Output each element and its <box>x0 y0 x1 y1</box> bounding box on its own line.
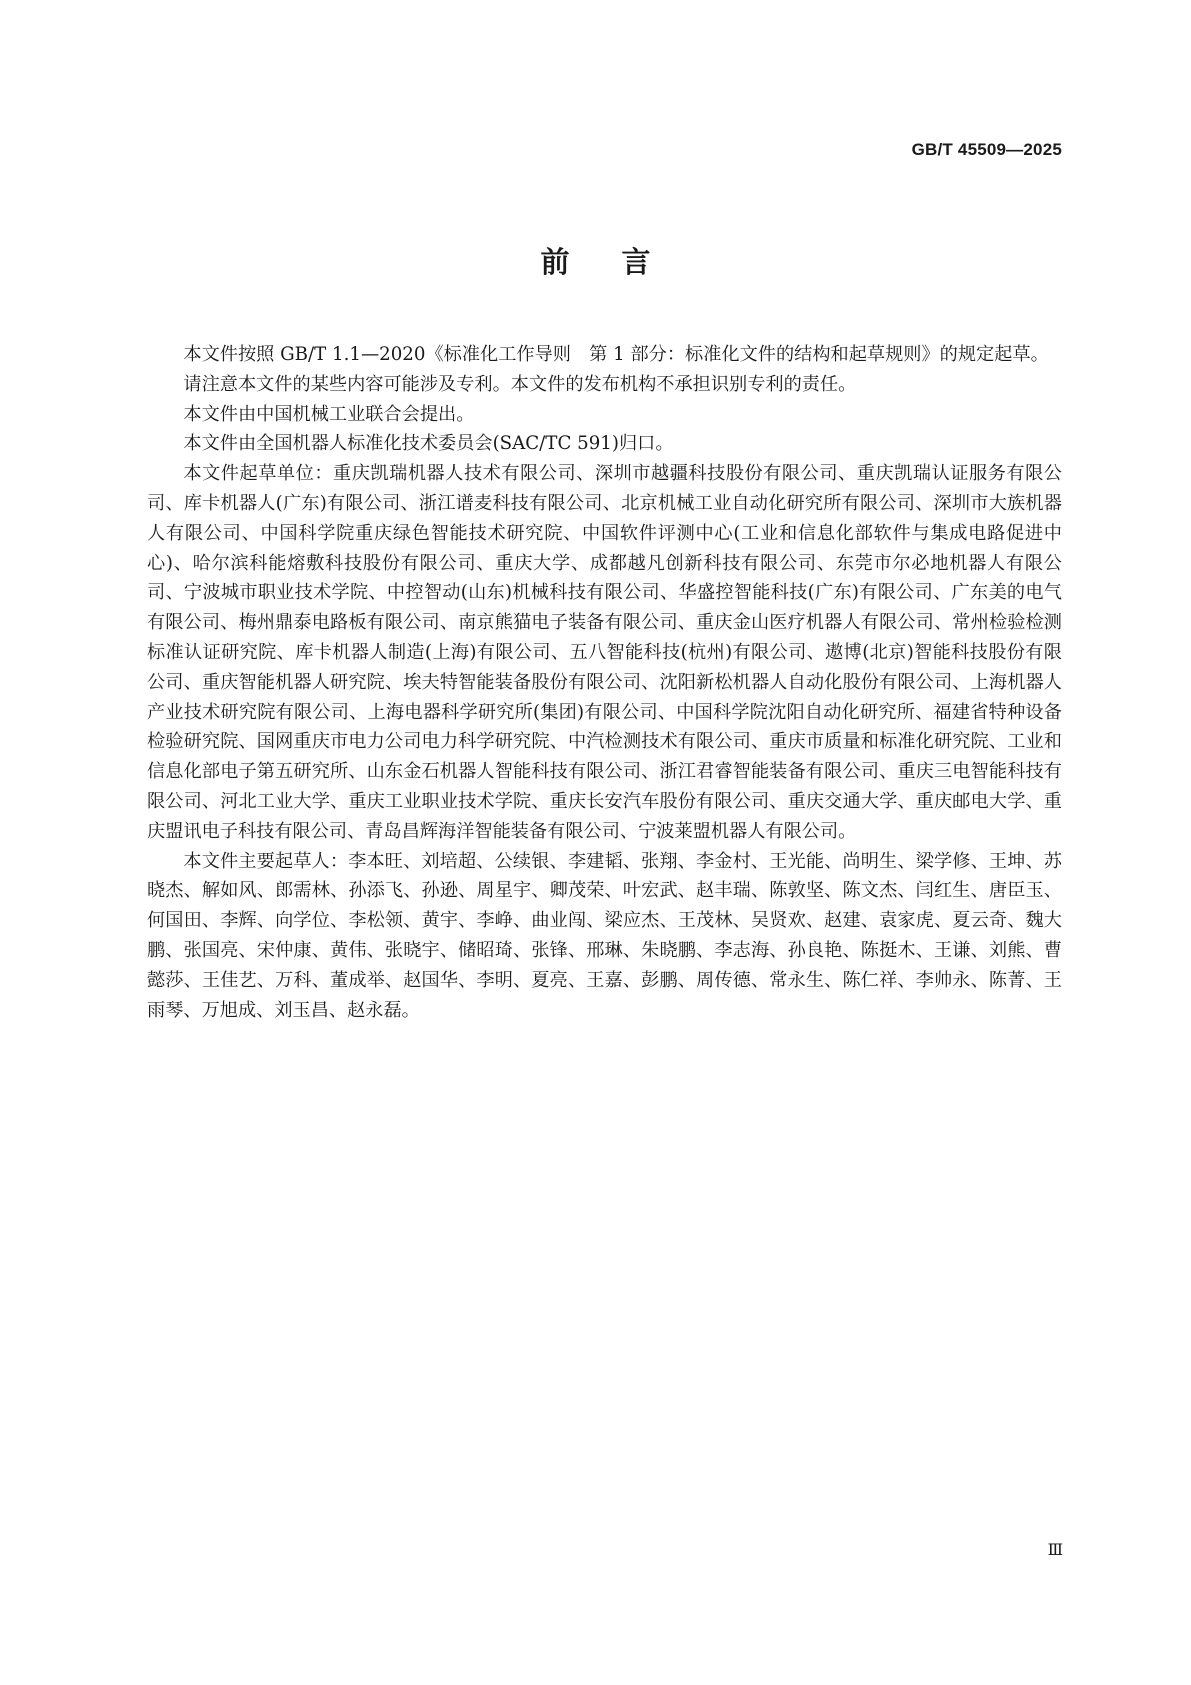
paragraph-technical-committee: 本文件由全国机器人标准化技术委员会(SAC/TC 591)归口。 <box>183 433 674 455</box>
paragraph-drafting-rules: 本文件按照 GB/T 1.1—2020《标准化工作导则 第 1 部分：标准化文件的结构和起草规则》的规定起草。 <box>183 344 1049 365</box>
paragraph-main-drafters: 本文件主要起草人：李本旺、刘培超、公续银、李建韬、张翔、李金村、王光能、尚明生、梁学修、王坤、苏晓杰、解如风、郎需林、孙添飞、孙逊、周星宇、卿茂荣、叶宏武、赵丰瑞、陈敦坚、陈文杰、闫红生、唐臣玉、何国田、李辉、向学位、李松领、黄宇、李峥、曲业闯、梁应杰、王茂林、吴贤欢、赵建、袁家虎、夏云奇、魏大鹏、张国亮、宋仲康、黄伟、张晓宇、储昭琦、张锋、邢琳、朱晓鹏、李志海、孙良艳、陈挺木、王谦、刘熊、曹懿莎、王佳艺、万科、董成举、赵国华、李明、夏亮、王嘉、彭鹏、周传德、常永生、陈仁祥、李帅永、陈菁、王雨琴、万旭成、刘玉昌、赵永磊。 <box>147 850 1062 1021</box>
paragraph-proposer: 本文件由中国机械工业联合会提出。 <box>183 403 475 425</box>
standard-code: GB/T 45509—2025 <box>911 140 1062 159</box>
page-number: Ⅲ <box>1047 1540 1063 1559</box>
paragraph-drafting-organizations: 本文件起草单位：重庆凯瑞机器人技术有限公司、深圳市越疆科技股份有限公司、重庆凯瑞认证服务有限公司、库卡机器人(广东)有限公司、浙江谱麦科技有限公司、北京机械工业自动化研究所有限公司、深圳市大族机器人有限公司、中国科学院重庆绿色智能技术研究院、中国软件评测中心(工业和信息化部软件与集成电路促进中心)、哈尔滨科能熔敷科技股份有限公司、重庆大学、成都越凡创新科技有限公司、东莞市尔必地机器人有限公司、宁波城市职业技术学院、中控智动(山东)机械科技有限公司、华盛控智能科技(广东)有限公司、广东美的电气有限公司、梅州鼎泰电路板有限公司、南京熊猫电子装备有限公司、重庆金山医疗机器人有限公司、常州检验检测标准认证研究院、库卡机器人制造(上海)有限公司、五八智能科技(杭州)有限公司、遨博(北京)智能科技股份有限公司、重庆智能机器人研究院、埃夫特智能装备股份有限公司、沈阳新松机器人自动化股份有限公司、上海机器人产业技术研究院有限公司、上海电器科学研究所(集团)有限公司、中国科学院沈阳自动化研究所、福建省特种设备检验研究院、国网重庆市电力公司电力科学研究院、中汽检测技术有限公司、重庆市质量和标准化研究院、工业和信息化部电子第五研究所、山东金石机器人智能科技有限公司、浙江君睿智能装备有限公司、重庆三电智能科技有限公司、河北工业大学、重庆工业职业技术学院、重庆长安汽车股份有限公司、重庆交通大学、重庆邮电大学、重庆盟讯电子科技有限公司、青岛昌辉海洋智能装备有限公司、宁波莱盟机器人有限公司。 <box>147 463 1062 842</box>
page-title: 前言 <box>540 245 703 279</box>
document-body <box>147 340 1062 1025</box>
paragraph-patent-notice: 请注意本文件的某些内容可能涉及专利。本文件的发布机构不承担识别专利的责任。 <box>183 373 857 395</box>
